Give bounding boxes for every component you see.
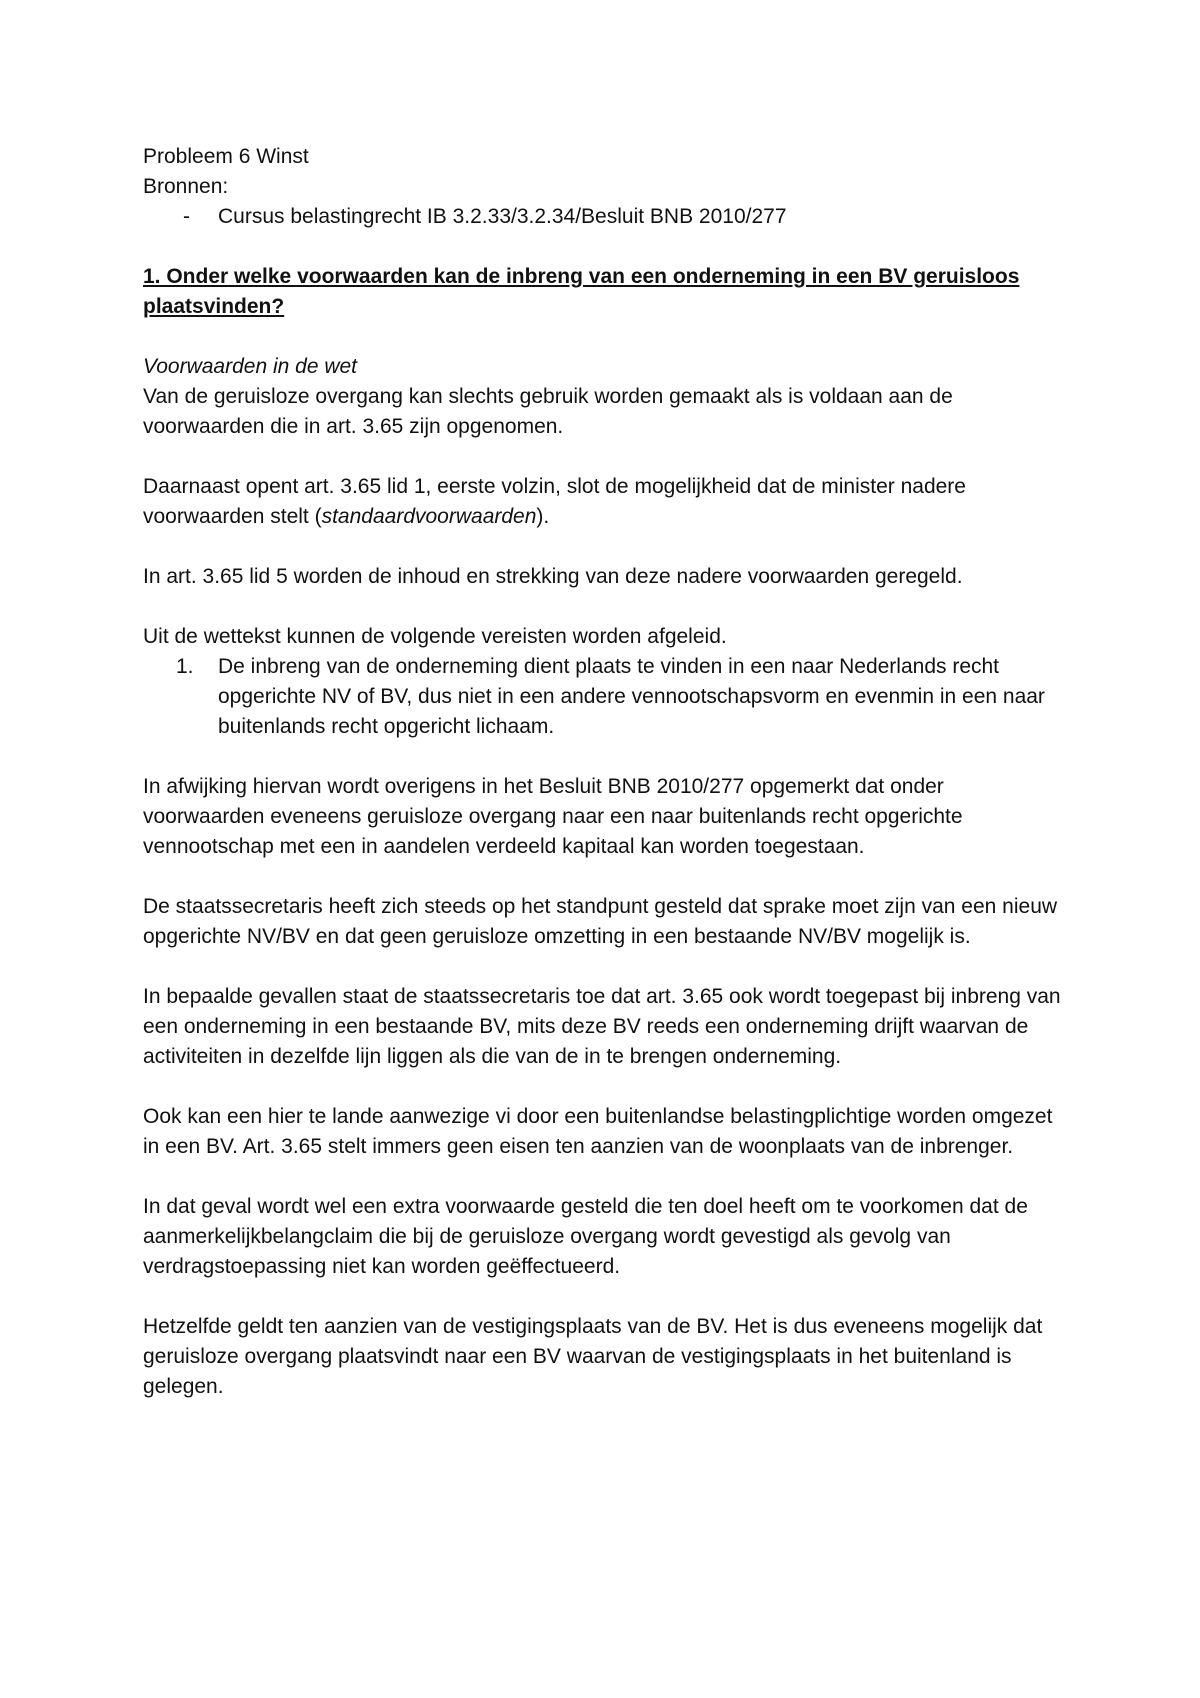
paragraph: Van de geruisloze overgang kan slechts gebruik worden gemaakt als is voldaan aan de voorwaarden die in art. 3.65 zijn opgenomen. bbox=[143, 385, 953, 438]
list-number: 1. bbox=[176, 655, 194, 678]
paragraph: In dat geval wordt wel een extra voorwaarde gesteld die ten doel heeft om te voorkomen dat de aanmerkelijkbelangclaim die bij de geruisloze overgang wordt gevestigd als gevolg van verdragstoepassing niet kan worden geëffectueerd. bbox=[143, 1195, 1028, 1278]
paragraph: Ook kan een hier te lande aanwezige vi door een buitenlandse belastingplichtige worden omgezet in een BV. Art. 3.65 stelt immers geen eisen ten aanzien van de woonplaats van de inbrenger. bbox=[143, 1105, 1053, 1158]
document-page bbox=[143, 142, 1063, 1402]
list-item bbox=[143, 202, 1063, 232]
sources-list bbox=[143, 202, 1063, 232]
paragraph: Daarnaast opent art. 3.65 lid 1, eerste volzin, slot de mogelijkheid dat de minister nadere voorwaarden stelt (standaardvoorwaarden). bbox=[143, 475, 966, 528]
sources-label: Bronnen: bbox=[143, 175, 229, 198]
document-title: Probleem 6 Winst bbox=[143, 145, 309, 168]
question-heading: 1. Onder welke voorwaarden kan de inbreng van een onderneming in een BV geruisloos plaatsvinden? bbox=[143, 265, 1020, 318]
list-item bbox=[143, 652, 1063, 742]
paragraph: De staatssecretaris heeft zich steeds op het standpunt gesteld dat sprake moet zijn van een nieuw opgerichte NV/BV en dat geen geruisloze omzetting in een bestaande NV/BV mogelijk is. bbox=[143, 895, 1058, 948]
paragraph: In art. 3.65 lid 5 worden de inhoud en strekking van deze nadere voorwaarden geregeld. bbox=[143, 565, 963, 588]
section-heading: Voorwaarden in de wet bbox=[143, 355, 358, 378]
paragraph: In bepaalde gevallen staat de staatssecretaris toe dat art. 3.65 ook wordt toegepast bij inbreng van een onderneming in een bestaande BV, mits deze BV reeds een onderneming drijft waarvan de activiteiten in dezelfde lijn liggen als die van de in te brengen onderneming. bbox=[143, 985, 1061, 1068]
paragraph: Uit de wettekst kunnen de volgende vereisten worden afgeleid. bbox=[143, 625, 727, 648]
requirement-text: De inbreng van de onderneming dient plaats te vinden in een naar Nederlands recht opgerichte NV of BV, dus niet in een andere vennootschapsvorm en evenmin in een naar buitenlands recht opgericht lichaam. bbox=[218, 655, 1045, 738]
source-text: Cursus belastingrecht IB 3.2.33/3.2.34/Besluit BNB 2010/277 bbox=[218, 205, 787, 228]
list-bullet: - bbox=[183, 205, 190, 228]
emphasis-text: standaardvoorwaarden bbox=[321, 505, 537, 528]
paragraph: In afwijking hiervan wordt overigens in het Besluit BNB 2010/277 opgemerkt dat onder voorwaarden eveneens geruisloze overgang naar een naar buitenlands recht opgerichte vennootschap met een in aandelen verdeeld kapitaal kan worden toegestaan. bbox=[143, 775, 963, 858]
requirements-list bbox=[143, 652, 1063, 742]
paragraph: Hetzelfde geldt ten aanzien van de vestigingsplaats van de BV. Het is dus eveneens mogelijk dat geruisloze overgang plaatsvindt naar een BV waarvan de vestigingsplaats in het buitenland is gelegen. bbox=[143, 1315, 1043, 1398]
